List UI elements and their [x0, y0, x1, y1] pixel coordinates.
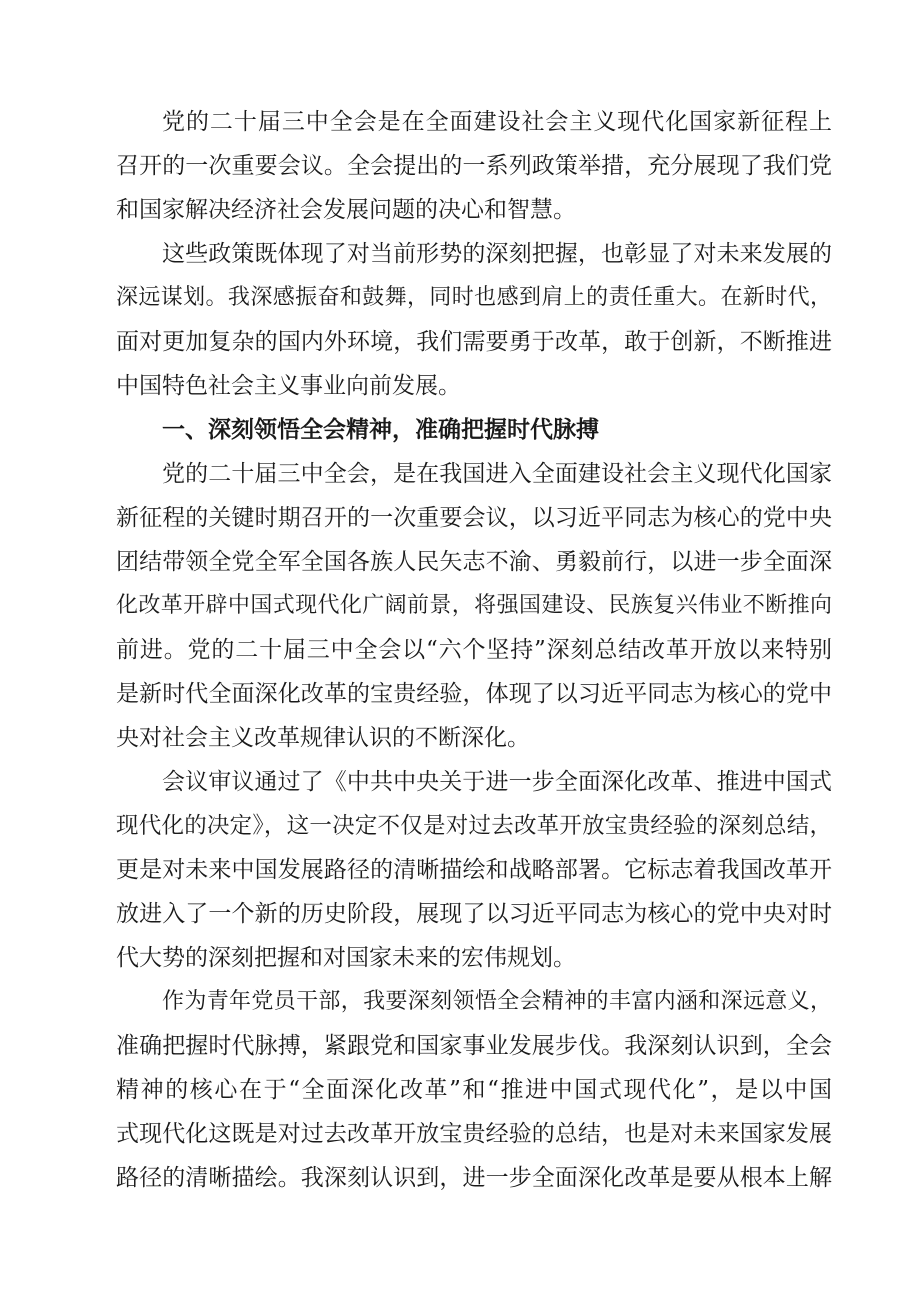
- text-line: 现代化的决定》，这一决定不仅是对过去改革开放宝贵经验的深刻总结，: [116, 813, 832, 839]
- paragraph-3: [116, 452, 832, 760]
- text-line: 党的二十届三中全会，是在我国进入全面建设社会主义现代化国家: [162, 461, 832, 487]
- text-line: 前进。党的二十届三中全会以“六个坚持”深刻总结改革开放以来特别: [116, 637, 832, 663]
- text-line: 深远谋划。我深感振奋和鼓舞，同时也感到肩上的责任重大。在新时代，: [116, 285, 832, 310]
- text-line: 党的二十届三中全会是在全面建设社会主义现代化国家新征程上: [162, 109, 832, 135]
- text-line: 和国家解决经济社会发展问题的决心和智慧。: [116, 197, 576, 223]
- text-line: 路径的清晰描绘。我深刻认识到，进一步全面深化改革是要从根本上解: [116, 1165, 832, 1191]
- text-line: 新征程的关键时期召开的一次重要会议，以习近平同志为核心的党中央: [116, 505, 832, 531]
- text-line: 作为青年党员干部，我要深刻领悟全会精神的丰富内涵和深远意义，: [162, 989, 832, 1014]
- text-line: 面对更加复杂的国内外环境，我们需要勇于改革，敢于创新，不断推进: [116, 329, 832, 355]
- text-line: 化改革开辟中国式现代化广阔前景，将强国建设、民族复兴伟业不断推向: [116, 593, 832, 618]
- text-line: 中国特色社会主义事业向前发展。: [116, 373, 461, 399]
- paragraph-1: [116, 100, 832, 232]
- text-line: 是新时代全面深化改革的宝贵经验，体现了以习近平同志为核心的党中: [116, 681, 832, 707]
- text-line: 放进入了一个新的历史阶段，展现了以习近平同志为核心的党中央对时: [116, 901, 832, 927]
- paragraph-5: [116, 980, 832, 1200]
- text-line: 式现代化这既是对过去改革开放宝贵经验的总结，也是对未来国家发展: [116, 1121, 832, 1147]
- text-line: 精神的核心在于“全面深化改革”和“推进中国式现代化”，是以中国: [116, 1077, 832, 1103]
- document-body: [116, 100, 832, 1200]
- text-line: 准确把握时代脉搏，紧跟党和国家事业发展步伐。我深刻认识到，全会: [116, 1033, 832, 1059]
- text-line: 更是对未来中国发展路径的清晰描绘和战略部署。它标志着我国改革开: [116, 857, 832, 883]
- section-heading: 一、深刻领悟全会精神，准确把握时代脉搏: [162, 417, 599, 443]
- paragraph-4: [116, 760, 832, 980]
- text-line: 会议审议通过了《中共中央关于进一步全面深化改革、推进中国式: [162, 769, 832, 795]
- text-line: 代大势的深刻把握和对国家未来的宏伟规划。: [116, 945, 576, 971]
- text-line: 这些政策既体现了对当前形势的深刻把握，也彰显了对未来发展的: [162, 241, 832, 267]
- text-line: 团结带领全党全军全国各族人民矢志不渝、勇毅前行，以进一步全面深: [116, 549, 832, 575]
- paragraph-2: [116, 232, 832, 408]
- text-line: 央对社会主义改革规律认识的不断深化。: [116, 725, 530, 751]
- text-line: 召开的一次重要会议。全会提出的一系列政策举措，充分展现了我们党: [116, 153, 832, 179]
